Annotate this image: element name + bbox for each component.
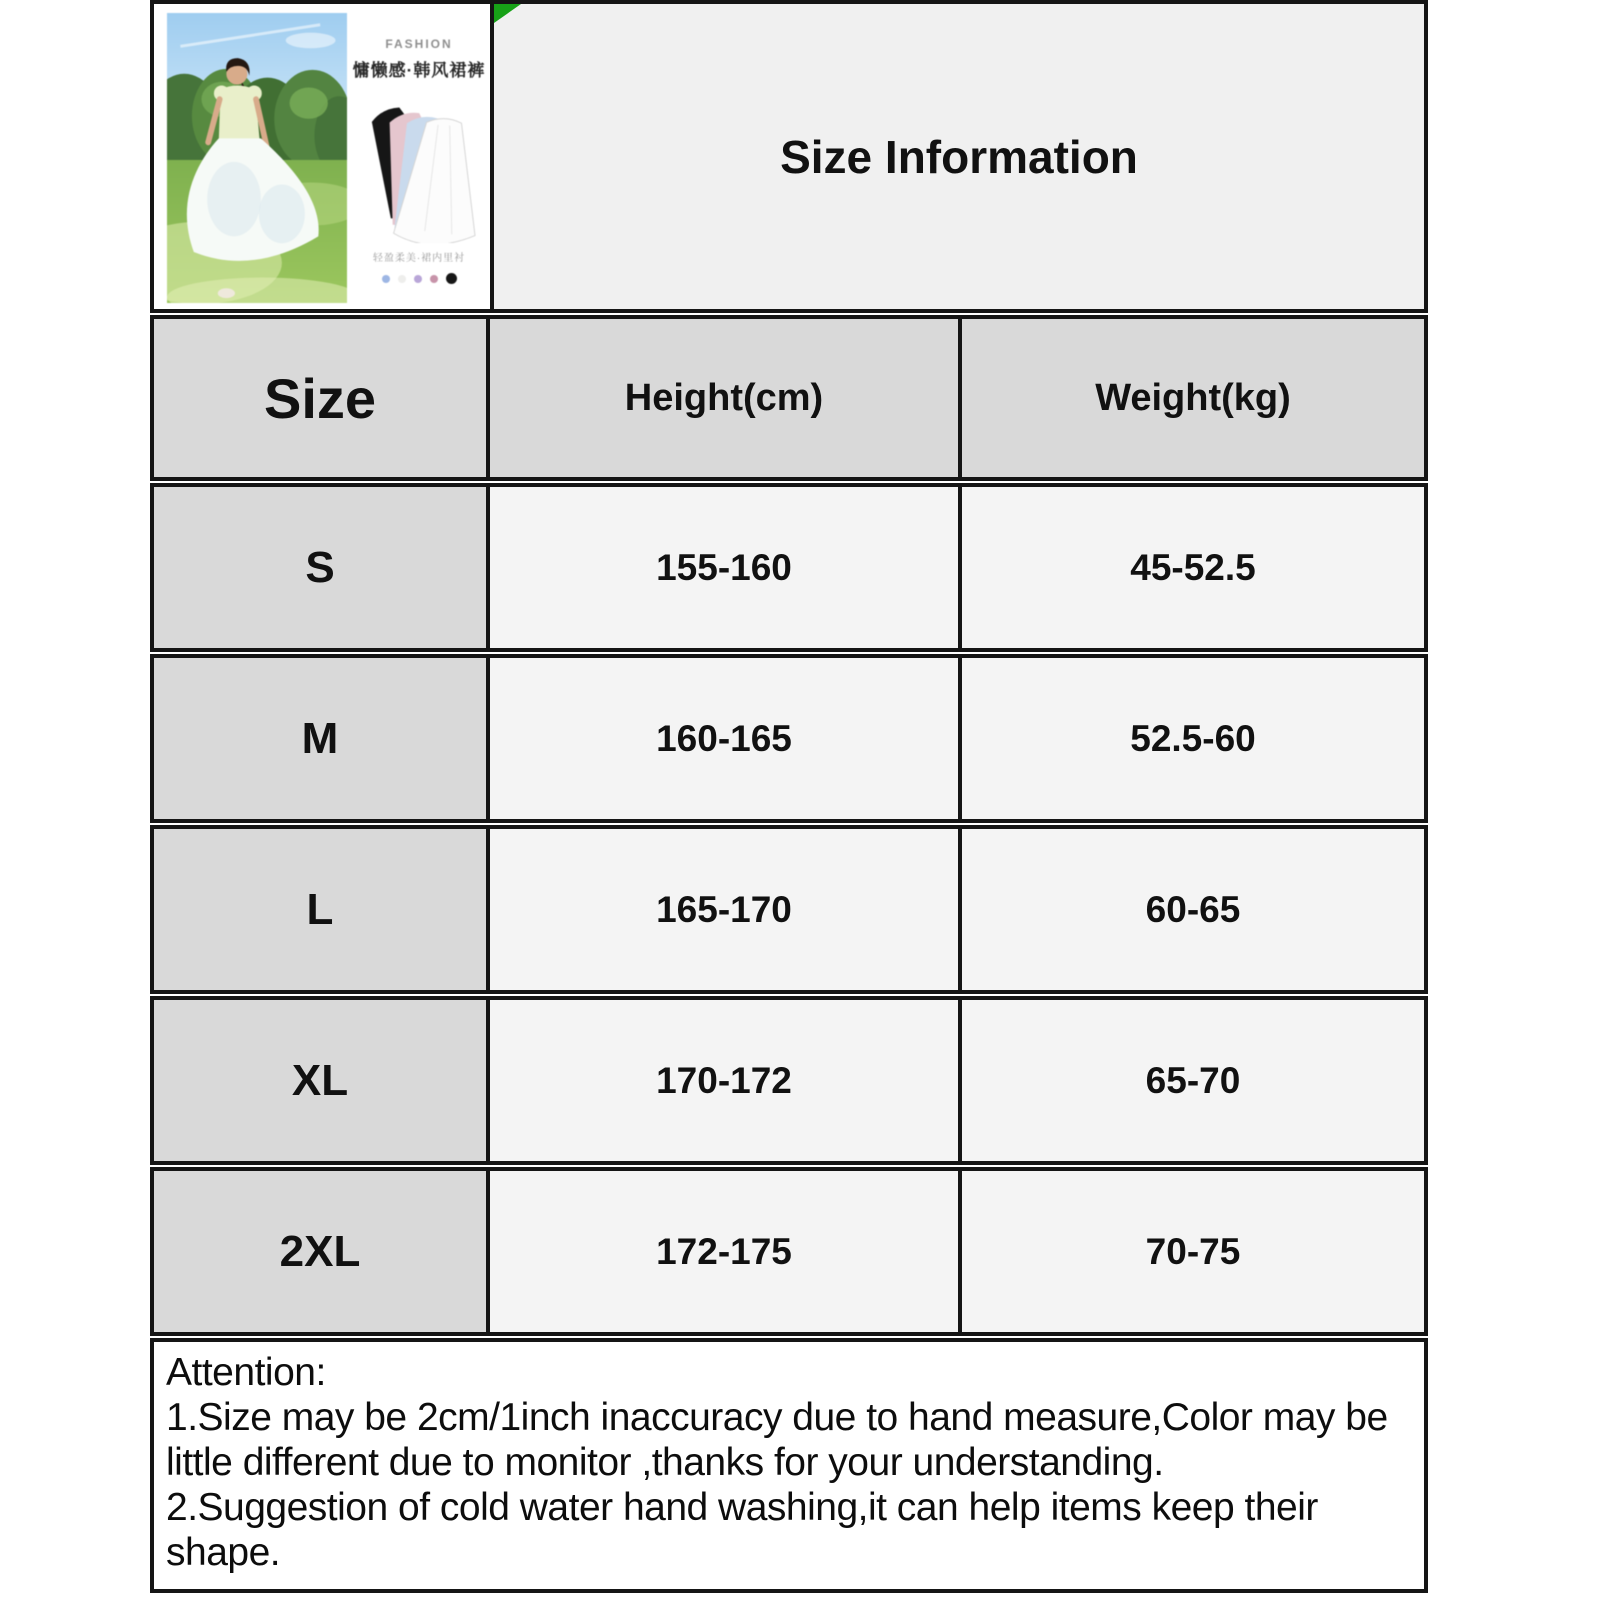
attention-box — [150, 1338, 1428, 1593]
size-chart-sheet — [150, 0, 1428, 1593]
size-label: M — [154, 658, 486, 819]
header-weight: Weight(kg) — [958, 319, 1424, 477]
height-value: 170-172 — [486, 1000, 958, 1161]
weight-value: 52.5-60 — [958, 658, 1424, 819]
height-value: 165-170 — [486, 829, 958, 990]
attention-title: Attention: — [166, 1351, 326, 1394]
swatch-blue — [382, 275, 390, 283]
corner-marker-icon — [494, 4, 521, 23]
weight-value: 45-52.5 — [958, 487, 1424, 648]
swatch-white — [398, 275, 406, 283]
product-collage — [352, 13, 486, 303]
skirt-fan-image — [355, 85, 483, 243]
collage-caption: 轻盈柔美·裙内里衬 — [372, 253, 466, 264]
header-height: Height(cm) — [486, 319, 958, 477]
page-title: Size Information — [780, 130, 1138, 183]
color-swatches — [382, 273, 457, 284]
weight-value: 60-65 — [958, 829, 1424, 990]
collage-title: 慵懒感·韩风裙裤 — [352, 61, 486, 80]
attention-note-1: 1.Size may be 2cm/1inch inaccuracy due to hand measure,Color may be little different due to monitor ,thanks for your understanding. — [166, 1396, 1388, 1484]
table-row-s — [150, 483, 1428, 652]
attention-note-2: 2.Suggestion of cold water hand washing,it can help items keep their shape. — [166, 1486, 1318, 1574]
table-row-xl — [150, 996, 1428, 1165]
height-value: 172-175 — [486, 1171, 958, 1332]
table-row-m — [150, 654, 1428, 823]
table-row-2xl — [150, 1167, 1428, 1336]
table-header-row — [150, 315, 1428, 481]
title-cell — [490, 4, 1424, 309]
product-images-cell — [154, 4, 490, 309]
swatch-purple — [414, 275, 422, 283]
swatch-pink — [430, 275, 438, 283]
brand-label: FASHION — [385, 37, 453, 51]
height-value: 155-160 — [486, 487, 958, 648]
product-photo — [167, 13, 347, 303]
swatch-black — [446, 273, 457, 284]
header-size: Size — [154, 319, 486, 477]
height-value: 160-165 — [486, 658, 958, 819]
size-label: S — [154, 487, 486, 648]
size-label: 2XL — [154, 1171, 486, 1332]
top-row — [150, 0, 1428, 313]
weight-value: 70-75 — [958, 1171, 1424, 1332]
size-label: L — [154, 829, 486, 990]
table-row-l — [150, 825, 1428, 994]
weight-value: 65-70 — [958, 1000, 1424, 1161]
size-label: XL — [154, 1000, 486, 1161]
